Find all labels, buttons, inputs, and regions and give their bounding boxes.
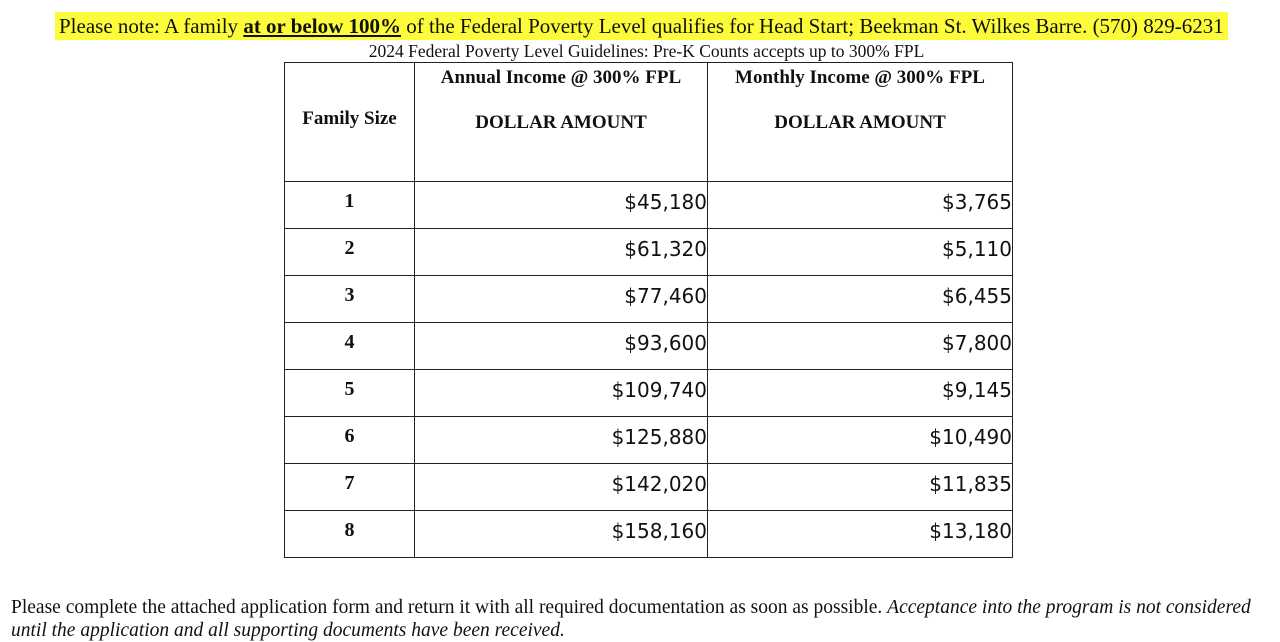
monthly-income-cell: $10,490 xyxy=(708,417,1013,464)
table-row xyxy=(285,511,1013,558)
header-annual-sub: DOLLAR AMOUNT xyxy=(475,112,647,133)
family-size-cell: 5 xyxy=(285,370,415,417)
annual-income-cell: $109,740 xyxy=(415,370,708,417)
table-row xyxy=(285,229,1013,276)
header-family-size-label: Family Size xyxy=(302,107,397,129)
annual-income-cell: $61,320 xyxy=(415,229,708,276)
table-row xyxy=(285,323,1013,370)
family-size-cell: 1 xyxy=(285,182,415,229)
annual-income-cell: $158,160 xyxy=(415,511,708,558)
annual-income-cell: $93,600 xyxy=(415,323,708,370)
header-annual-label: Annual Income @ 300% FPL xyxy=(440,67,682,88)
fpl-table xyxy=(284,62,1013,558)
family-size-cell: 3 xyxy=(285,276,415,323)
header-monthly-label: Monthly Income @ 300% FPL xyxy=(735,67,985,88)
footer-instruction: Please complete the attached application form and return it with all required documentation as soon as possible. xyxy=(11,597,888,618)
family-size-cell: 6 xyxy=(285,417,415,464)
annual-income-cell: $125,880 xyxy=(415,417,708,464)
family-size-cell: 8 xyxy=(285,511,415,558)
monthly-income-cell: $11,835 xyxy=(708,464,1013,511)
annual-income-cell: $77,460 xyxy=(415,276,708,323)
header-monthly-sub: DOLLAR AMOUNT xyxy=(774,112,946,133)
table-row xyxy=(285,276,1013,323)
table-row xyxy=(285,417,1013,464)
notice-banner xyxy=(55,12,1228,40)
monthly-income-cell: $13,180 xyxy=(708,511,1013,558)
monthly-income-cell: $3,765 xyxy=(708,182,1013,229)
header-annual-income xyxy=(415,63,708,182)
family-size-cell: 4 xyxy=(285,323,415,370)
table-row xyxy=(285,370,1013,417)
annual-income-cell: $45,180 xyxy=(415,182,708,229)
notice-suffix: of the Federal Poverty Level qualifies for Head Start; Beekman St. Wilkes Barre. (570) 829-6231 xyxy=(401,14,1224,38)
table-row xyxy=(285,182,1013,229)
family-size-cell: 7 xyxy=(285,464,415,511)
annual-income-cell: $142,020 xyxy=(415,464,708,511)
table-row xyxy=(285,464,1013,511)
footer-acceptance-note: Acceptance into the program is not considered until the application and all supporting documents have been received. xyxy=(11,597,1251,641)
footer-note xyxy=(11,596,1273,642)
monthly-income-cell: $5,110 xyxy=(708,229,1013,276)
monthly-income-cell: $7,800 xyxy=(708,323,1013,370)
notice-prefix: Please note: A family xyxy=(59,14,244,38)
header-monthly-income xyxy=(708,63,1013,182)
monthly-income-cell: $6,455 xyxy=(708,276,1013,323)
table-header-row xyxy=(285,63,1013,182)
family-size-cell: 2 xyxy=(285,229,415,276)
monthly-income-cell: $9,145 xyxy=(708,370,1013,417)
table-subtitle: 2024 Federal Poverty Level Guidelines: Pre-K Counts accepts up to 300% FPL xyxy=(368,41,925,61)
header-family-size xyxy=(285,63,415,182)
notice-emphasis: at or below 100% xyxy=(243,14,401,38)
